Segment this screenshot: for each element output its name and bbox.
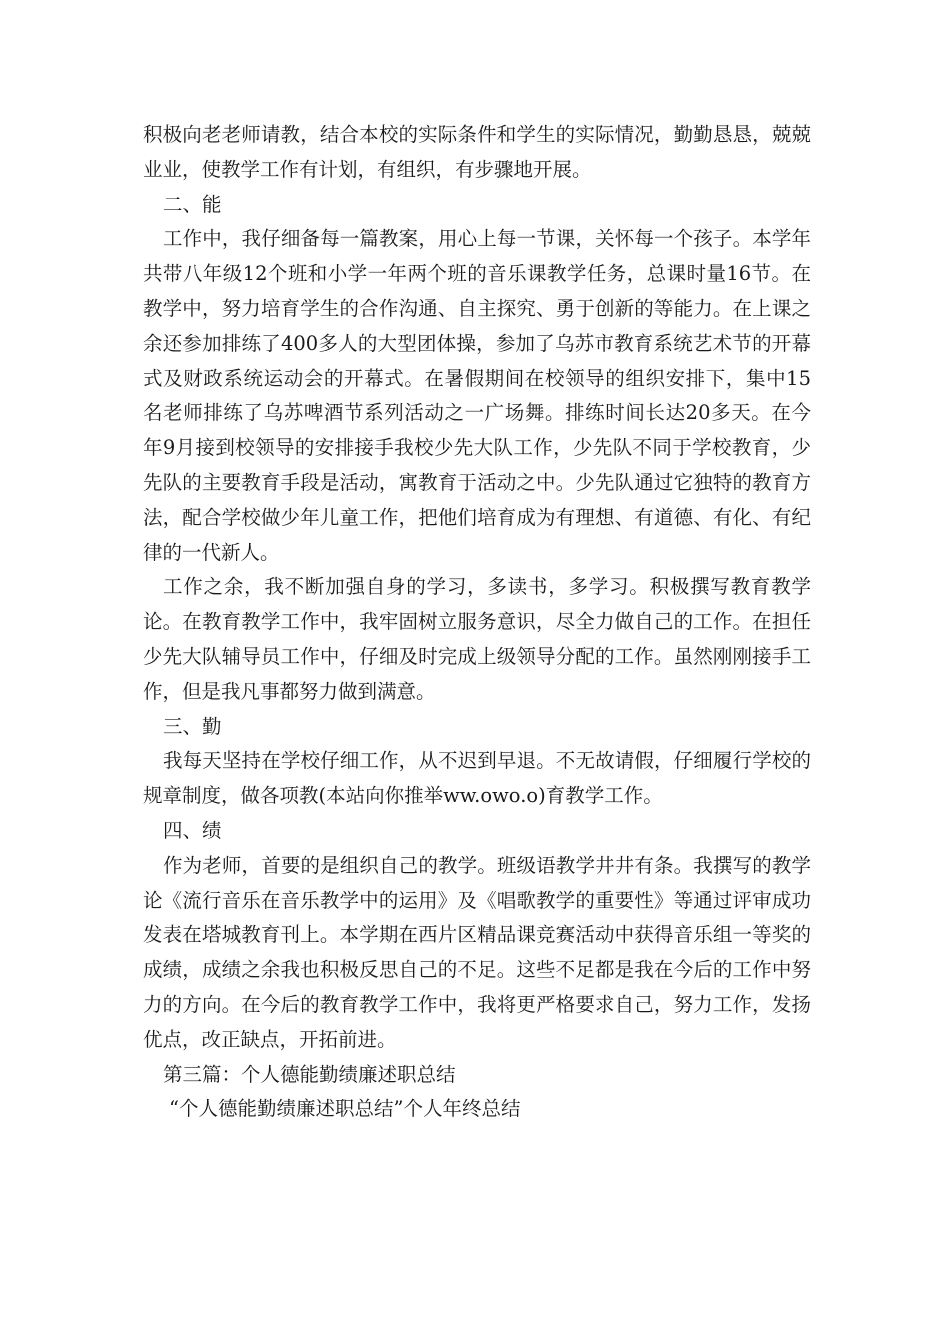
section-heading-qin: 三、勤 bbox=[163, 714, 222, 738]
paragraph-neng-work: 工作中，我仔细备每一篇教案，用心上每一节课，关怀每一个孩子。本学年共带八年级12个班和小学一年两个班的音乐课教学任务，总课时量16节。在教学中，努力培育学生的合作沟通、自主探究、勇于创新的等能力。在上课之余还参加排练了400多人的大型团体操，参加了乌苏市教育系统艺术节的开幕式及财政系统运动会的开幕式。在暑假期间在校领导的组织安排下，集中15名老师排练了乌苏啤酒节系列活动之一广场舞。排练时间长达20多天。在今年9月接到校领导的安排接手我校少先大队工作，少先队不同于学校教育，少先队的主要教育手段是活动，寓教育于活动之中。少先队通过它独特的教育方法，配合学校做少年儿童工作，把他们培育成为有理想、有道德、有化、有纪律的一代新人。 bbox=[143, 227, 811, 564]
paragraph-neng-study: 工作之余，我不断加强自身的学习，多读书，多学习。积极撰写教育教学论。在教育教学工作中，我牢固树立服务意识，尽全力做自己的工作。在担任少先大队辅导员工作中，仔细及时完成上级领导分配的工作。虽然刚刚接手工作，但是我凡事都努力做到满意。 bbox=[143, 575, 811, 703]
paragraph-qin: 我每天坚持在学校仔细工作，从不迟到早退。不无故请假，仔细履行学校的规章制度，做各项教(本站向你推举ww.owo.o)育教学工作。 bbox=[143, 749, 811, 808]
paragraph-ji: 作为老师，首要的是组织自己的教学。班级语教学井井有条。我撰写的教学论《流行音乐在音乐教学中的运用》及《唱歌教学的重要性》等通过评审成功发表在塔城教育刊上。本学期在西片区精品课竞赛活动中获得音乐组一等奖的成绩，成绩之余我也积极反思自己的不足。这些不足都是我在今后的工作中努力的方向。在今后的教育教学工作中，我将更严格要求自己，努力工作，发扬优点，改正缺点，开拓前进。 bbox=[143, 853, 811, 1051]
section-heading-neng: 二、能 bbox=[163, 192, 222, 216]
chapter-subtitle: “个人德能勤绩廉述职总结”个人年终总结 bbox=[169, 1097, 521, 1121]
document-body bbox=[143, 118, 811, 1127]
section-heading-ji: 四、绩 bbox=[163, 818, 222, 842]
paragraph-continuation: 积极向老老师请教，结合本校的实际条件和学生的实际情况，勤勤恳恳，兢兢业业，使教学工作有计划，有组织，有步骤地开展。 bbox=[143, 123, 811, 181]
chapter-title: 第三篇：个人德能勤绩廉述职总结 bbox=[163, 1062, 456, 1086]
